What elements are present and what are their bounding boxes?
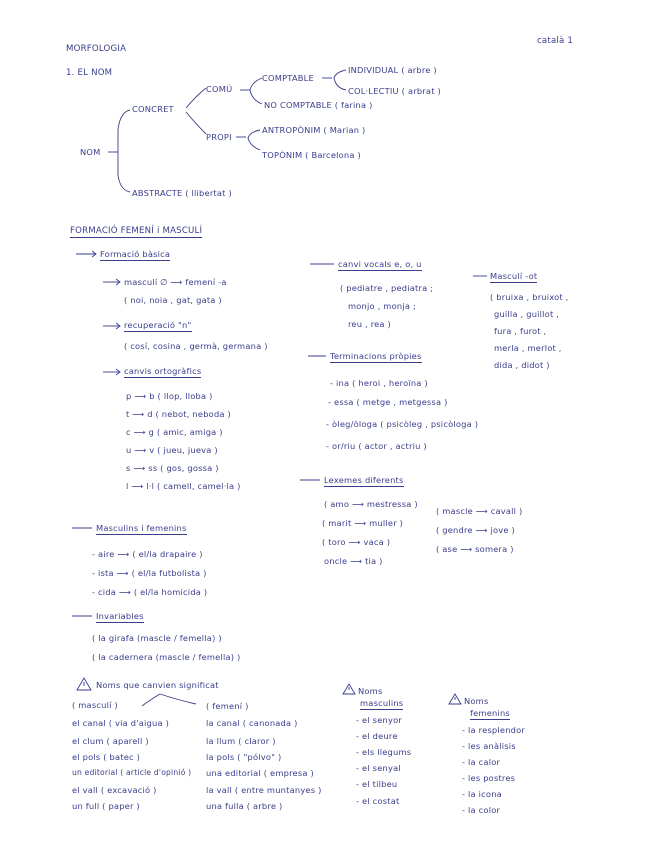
- lexemes-item: ( amo ⟶ mestressa ): [324, 499, 418, 509]
- vocals-example: ( pediatre , pediatra ;: [340, 283, 434, 293]
- significat-fem: una fulla ( arbre ): [206, 801, 283, 811]
- invariables-item: ( la girafa (mascle / femella) ): [92, 633, 222, 643]
- ortho-item: t ⟶ d ( nebot, neboda ): [126, 409, 231, 419]
- invariables-item: ( la cadernera (mascle / femella) ): [92, 652, 241, 662]
- significat-masc: el canal ( via d'aigua ): [72, 718, 170, 728]
- ortho-item: p ⟶ b ( llop, lloba ): [126, 391, 213, 401]
- significat-fem: la canal ( canonada ): [206, 718, 298, 728]
- significat-title: Noms que canvien significat: [96, 680, 219, 690]
- noms-femenins-item: - la calor: [462, 757, 501, 767]
- noms-masculins-item: - el deure: [356, 731, 398, 741]
- noms-masculins-item: - el senyal: [356, 763, 401, 773]
- significat-fem: la pols ( "pólvo" ): [206, 752, 282, 762]
- noms-masculins-item: - el senyor: [356, 715, 402, 725]
- terminacions-item: - ina ( heroi , heroïna ): [330, 378, 428, 388]
- tree-antroponim: ANTROPÒNIM ( Marian ): [262, 125, 366, 135]
- tree-no-comptable: NO COMPTABLE ( farina ): [264, 100, 373, 110]
- ortho-item: s ⟶ ss ( gos, gossa ): [126, 463, 219, 473]
- lexemes-item: ( marit ⟶ muller ): [322, 518, 404, 528]
- noms-femenins-item: - la icona: [462, 789, 502, 799]
- recup-label: recuperació "n": [124, 320, 192, 330]
- noms-femenins-subtitle: femenins: [470, 708, 510, 718]
- masc-fem-item: - cida ⟶ ( el/la homicida ): [92, 587, 208, 597]
- terminacions-item: - or/riu ( actor , actriu ): [326, 441, 427, 451]
- ortho-item: u ⟶ v ( jueu, jueva ): [126, 445, 218, 455]
- significat-fem: la vall ( entre muntanyes ): [206, 785, 322, 795]
- basica-label: Formació bàsica: [100, 249, 171, 259]
- tree-collectiu: COL·LECTIU ( arbrat ): [348, 86, 441, 96]
- basica-rule: masculí ∅ ⟶ femení -a: [124, 277, 227, 287]
- recup-example: ( cosí, cosina , germà, germana ): [124, 341, 268, 351]
- formacio-title: FORMACIÓ FEMENÍ i MASCULÍ: [70, 226, 203, 236]
- noms-masculins-item: - el tilbeu: [356, 779, 398, 789]
- noms-femenins-item: - les postres: [462, 773, 516, 783]
- tree-abstracte: ABSTRACTE ( llibertat ): [132, 188, 232, 198]
- tree-propi: PROPI: [206, 132, 232, 142]
- significat-fem: una editorial ( empresa ): [206, 768, 314, 778]
- lexemes-item: ( toro ⟶ vaca ): [322, 537, 391, 547]
- masculi-ot-label: Masculí -ot: [490, 271, 538, 281]
- masculi-ot-example: dida , didot ): [494, 360, 550, 370]
- noms-masculins-item: - el costat: [356, 796, 400, 806]
- noms-femenins-title: Noms: [464, 696, 489, 706]
- masculi-ot-example: fura , furot ,: [494, 326, 547, 336]
- significat-masc: el pols ( batec ): [72, 752, 141, 762]
- significat-masc: el clum ( aparell ): [72, 736, 149, 746]
- masc-fem-item: - ista ⟶ ( el/la futbolista ): [92, 568, 207, 578]
- significat-masc: el vall ( excavació ): [72, 785, 157, 795]
- masc-fem-item: - aire ⟶ ( el/la drapaire ): [92, 549, 203, 559]
- noms-masculins-subtitle: masculins: [360, 698, 404, 708]
- significat-fem: la llum ( claror ): [206, 736, 276, 746]
- noms-femenins-item: - la resplendor: [462, 725, 526, 735]
- section-title: 1. EL NOM: [66, 68, 113, 78]
- tree-root: NOM: [80, 147, 101, 157]
- masc-fem-label: Masculins i femenins: [96, 523, 187, 533]
- significat-col-masculi: ( masculí ): [72, 700, 118, 710]
- vocals-example: reu , rea ): [348, 319, 391, 329]
- subject-title: MORFOLOGIA: [66, 44, 127, 54]
- significat-masc: un full ( paper ): [72, 801, 140, 811]
- tree-comptable: COMPTABLE: [262, 73, 314, 83]
- lexemes-label: Lexemes diferents: [324, 475, 404, 485]
- vocals-example: monjo , monja ;: [348, 301, 416, 311]
- significat-col-femeni: ( femení ): [206, 701, 249, 711]
- noms-masculins-title: Noms: [358, 686, 383, 696]
- canvis-label: canvis ortogràfics: [124, 366, 202, 376]
- noms-femenins-item: - la color: [462, 805, 501, 815]
- masculi-ot-example: ( bruixa , bruixot ,: [490, 292, 569, 302]
- masculi-ot-example: merla , merlot ,: [494, 343, 562, 353]
- vocals-label: canvi vocals e, o, u: [338, 259, 422, 269]
- tree-toponim: TOPÒNIM ( Barcelona ): [262, 150, 361, 160]
- noms-masculins-item: - els llegums: [356, 747, 412, 757]
- terminacions-item: - òleg/òloga ( psicòleg , psicòloga ): [326, 419, 479, 429]
- lexemes-item: ( ase ⟶ somera ): [436, 544, 514, 554]
- lexemes-item: ( mascle ⟶ cavall ): [436, 506, 523, 516]
- basica-rule-example: ( noi, noia , gat, gata ): [124, 295, 222, 305]
- ortho-item: c ⟶ g ( amic, amiga ): [126, 427, 223, 437]
- tree-individual: INDIVIDUAL ( arbre ): [348, 65, 437, 75]
- terminacions-item: - essa ( metge , metgessa ): [328, 397, 448, 407]
- lexemes-item: oncle ⟶ tia ): [324, 556, 383, 566]
- significat-masc: un editorial ( article d'opinió ): [72, 768, 192, 777]
- noms-femenins-item: - les anàlisis: [462, 741, 516, 751]
- masculi-ot-example: guilla , guillot ,: [494, 309, 560, 319]
- tree-concret: CONCRET: [132, 104, 174, 114]
- ortho-item: l ⟶ l·l ( camell, camel·la ): [126, 481, 241, 491]
- lexemes-item: ( gendre ⟶ jove ): [436, 525, 515, 535]
- tree-comu: COMÚ: [206, 84, 233, 94]
- invariables-label: Invariables: [96, 611, 144, 621]
- terminacions-label: Terminacions pròpies: [330, 351, 422, 361]
- corner-note: català 1: [537, 36, 574, 46]
